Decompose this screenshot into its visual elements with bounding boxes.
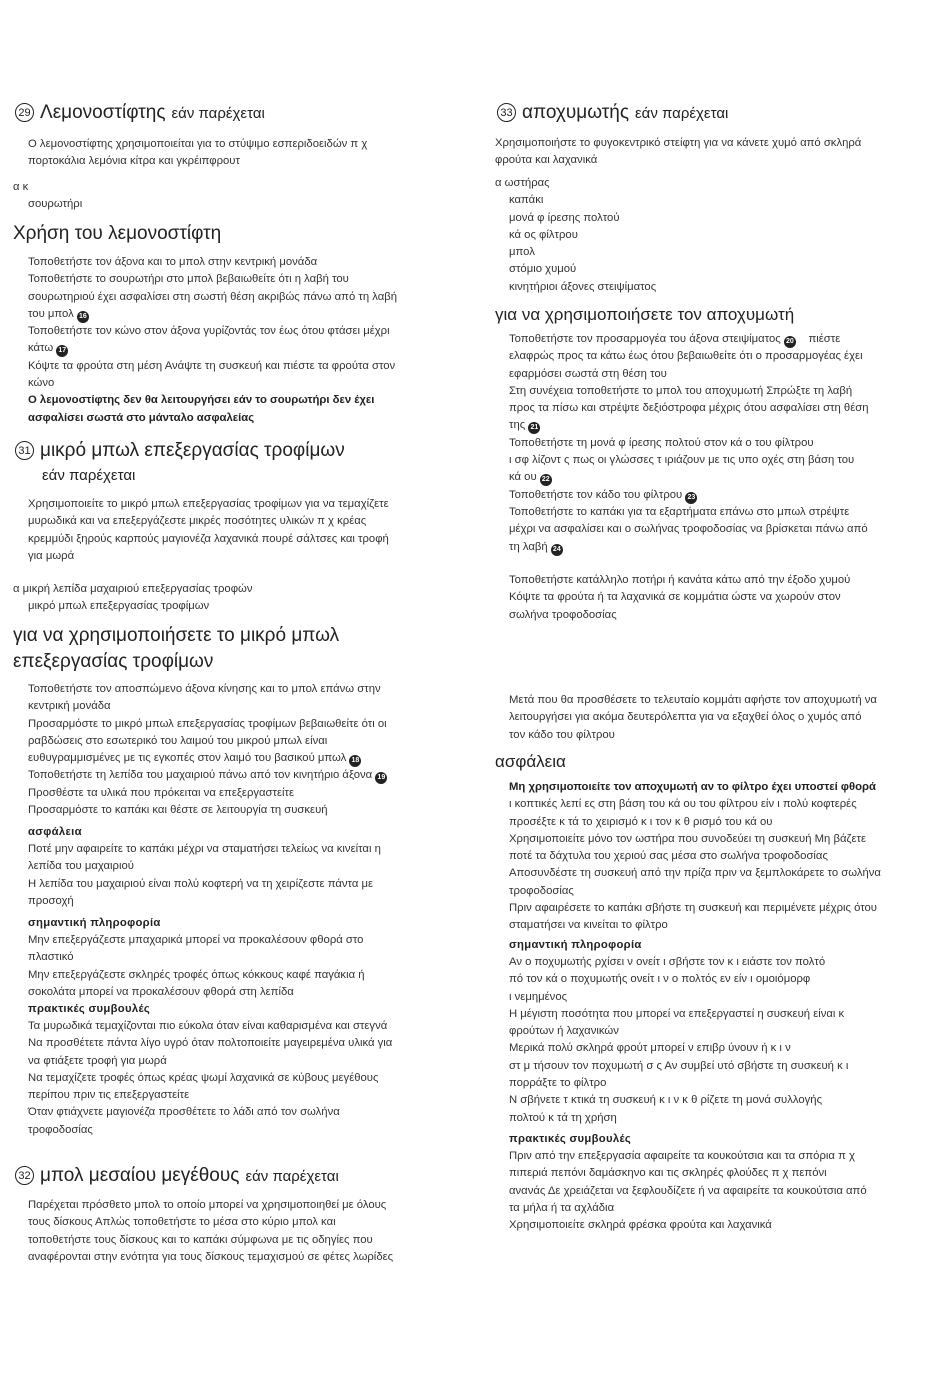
text-line: Τοποθετήστε το καπάκι για τα εξαρτήματα επάνω στο μπωλ στρέψτε (509, 505, 850, 518)
text-line: Τοποθετήστε το σουρωτήρι στο μπολ βεβαιωθείτε ότι η λαβή του (28, 273, 349, 286)
section-32-text (28, 1197, 393, 1266)
text-line: Προσθέστε τα υλικά που πρόκειται να επεξεργαστείτε (28, 786, 295, 799)
safety-subheading: ασφάλεια (28, 826, 82, 838)
use-centrifugal-juicer-steps (509, 331, 869, 556)
text-line: εφαρμόσει σωστά στη θέση του (509, 367, 667, 380)
section-29-title: Λεμονοστίφτης (40, 102, 166, 123)
text-line: τα μήλα ή τα αχλάδια (509, 1201, 615, 1214)
text-line: προς τα πίσω και στρέψτε δεξιόστροφα μέχρις ότου ασφαλίσει στη θέση (509, 402, 869, 415)
section-33-intro (495, 135, 861, 170)
text-line: Μερικά πολύ σκληρά φρούτ μπορεί ν επιβρ ύνουν ή κ ι ν (509, 1042, 791, 1055)
text-line: Τοποθετήστε τον αποσπώμενο άξονα κίνησης και το μπολ επάνω στην (28, 683, 381, 695)
text: κάτω (28, 342, 54, 355)
section-31-intro (28, 496, 389, 565)
text-line: Μην επεξεργάζεστε σκληρές τροφές όπως κόκκους καφέ παγάκια ή (28, 968, 365, 981)
part-item: α κ (13, 181, 29, 193)
use-small-bowl-steps (28, 681, 387, 819)
text-line: Χρησιμοποιείτε σκληρά φρέσκα φρούτα και λαχανικά (509, 1219, 772, 1232)
text-line (509, 487, 869, 504)
text-line: αναφέρονται στην ενότητα για τους δίσκους τεμαχισμού σε φέτες λωρίδες (28, 1250, 394, 1263)
text-line (509, 469, 869, 486)
text-line: για μωρά (28, 549, 75, 562)
text-line: κρεμμύδι ξηρούς καρπούς μαγιονέζα λαχανικά πουρέ σάλτσες και τροφή (28, 532, 389, 545)
text-line: τους δίσκους Απλώς τοποθετήστε το μέσα στο κύριο μπολ και (28, 1216, 336, 1229)
text-line: Τα μυρωδικά τεμαχίζονται πιο εύκολα όταν είναι καθαρισμένα και στεγνά (28, 1020, 388, 1032)
text-line (509, 331, 869, 348)
text: ευθυγραμμισμένες με τις εγκοπές στον λαιμό του βασικού μπωλ (28, 752, 347, 765)
text-line: Η μέγιστη ποσότητα που μπορεί να επεξεργαστεί η συσκευή είναι κ (509, 1007, 845, 1020)
text-line: πλαστικό (28, 951, 74, 964)
text-line: πορτοκάλια λεμόνια κίτρα και γκρέιπφρουτ (28, 155, 240, 168)
text-line: ποτέ τα δάχτυλα του χεριού σας μέσα στο σωλήνα τροφοδοσίας (509, 850, 828, 863)
section-29-intro (28, 136, 367, 171)
text-line: Να τεμαχίζετε τροφές όπως κρέας ψωμί λαχανικά σε κύβους μεγέθους (28, 1071, 379, 1084)
text-line (28, 306, 397, 323)
heading-line: επεξεργασίας τροφίμων (13, 651, 214, 672)
juicer-safety-text (509, 779, 881, 935)
tips-text (28, 1018, 392, 1139)
section-33-title: αποχυμωτής (522, 102, 629, 123)
part-item: μπολ (509, 246, 535, 259)
text-line: λειτουργήσει για ακόμα δευτερόλεπτα για να εξαχθεί όλος ο χυμός από (509, 711, 862, 724)
use-centrifugal-juicer-steps-3 (509, 692, 877, 744)
text-line: Ν σβήνετε τ κτικά τη συσκευή κ ι ν κ θ ρίζετε τη μονά συλλογής (509, 1094, 823, 1107)
text-line: Τοποθετήστε τη μονά φ ίρεσης πολτού στον κά ο του φίλτρου (509, 436, 814, 449)
section-31-title: μικρό μπωλ επεξεργασίας τροφίμων (40, 440, 345, 461)
section-32-number: 32 (15, 1166, 34, 1185)
part-item: στόμιο χυμού (509, 263, 577, 276)
text-line (509, 539, 869, 556)
section-29-optional: εάν παρέχεται (171, 105, 265, 122)
text-line: Προσαρμόστε το καπάκι και θέστε σε λειτουργία τη συσκευή (28, 804, 328, 817)
juicer-tips-text (509, 1148, 867, 1234)
figure-badge: 22 (540, 474, 552, 486)
text-line: ι σφ λίζοντ ς πως οι γλώσσες τ ιριάζουν με τις υπο οχές στη βάση του (509, 454, 855, 467)
section-31-heading (15, 440, 345, 462)
text-line: περίπου πριν τις επεξεργαστείτε (28, 1089, 190, 1102)
use-centrifugal-juicer-steps-2 (509, 572, 850, 624)
part-item: μικρό μπωλ επεξεργασίας τροφίμων (28, 600, 210, 613)
text-line: Κόψτε τα φρούτα στη μέση Ανάψτε τη συσκευή και πιέστε τα φρούτα στον (28, 359, 396, 372)
text-line: προσέξτε κ τά το χειρισμό κ ι τον κ θ ρισμό του κά ου (509, 815, 773, 828)
part-item: μονά φ ίρεσης πολτού (509, 211, 620, 224)
section-33-optional: εάν παρέχεται (635, 105, 729, 122)
text-line: Να προσθέτετε πάντα λίγο υγρό όταν πολτοποιείτε μαγειρεμένα υλικά για (28, 1037, 393, 1050)
text-line: ελαφρώς προς τα κάτω έως ότου βεβαιωθείτε ότι ο προσαρμογέας έχει (509, 350, 863, 363)
text-line: ανανάς Δε χρειάζεται να ξεφλουδίζετε ή να αφαιρείτε τα κουκούτσια από (509, 1184, 867, 1197)
section-29-parts (13, 179, 82, 214)
text-line: τροφοδοσίας (509, 884, 574, 897)
text-line: τροφοδοσίας (28, 1123, 93, 1136)
text-line (28, 767, 387, 784)
text-line: Αποσυνδέστε τη συσκευή από την πρίζα πριν να ξεμπλοκάρετε το σωλήνα (509, 867, 881, 880)
text-line: μυρωδικά και να επεξεργάζεστε μικρές ποσότητες υλικών π χ κρέας (28, 515, 367, 528)
text-line: φρούτα και λαχανικά (495, 154, 598, 167)
text: πιέστε (808, 333, 841, 345)
text-line: Χρησιμοποιείτε το μικρό μπωλ επεξεργασίας τροφίμων για να τεμαχίζετε (28, 498, 389, 510)
text-line: να φτιάξετε τροφή για μωρά (28, 1054, 167, 1067)
text-line: πορράξτε το φίλτρο (509, 1077, 607, 1090)
text: κά ου (509, 471, 537, 484)
text-line: προσοχή (28, 894, 74, 907)
figure-badge: 16 (77, 311, 89, 323)
use-juicer-heading: Χρήση του λεμονοστίφτη (13, 223, 222, 244)
text: Τοποθετήστε τον προσαρμογέα του άξονα στειψίματος (509, 333, 781, 345)
text-line: Ποτέ μην αφαιρείτε το καπάκι μέχρι να σταματήσει τελείως να κινείται η (28, 843, 381, 855)
info-subheading: σημαντική πληροφορία (28, 917, 161, 929)
text-line: Η λεπίδα του μαχαιριού είναι πολύ κοφτερή να τη χειρίζεστε πάντα με (28, 877, 374, 890)
text-line: πό τον κά ο ποχυμωτής ονείτ ι ν ο πολτός εν είν ι ομοιόμορφ (509, 973, 811, 986)
part-item: α μικρή λεπίδα μαχαιριού επεξεργασίας τροφών (13, 583, 253, 595)
text-line: σταματήσει να κινείται το φίλτρο (509, 919, 668, 932)
text-line: Τοποθετήστε τον κώνο στον άξονα γυρίζοντάς τον έως ότου φτάσει μέχρι (28, 325, 390, 338)
part-item: καπάκι (509, 194, 544, 207)
text-line: ι κοπτικές λεπί ες στη βάση του κά ου του φίλτρου είν ι πολύ κοφτερές (509, 798, 857, 811)
text-line: Όταν φτιάχνετε μαγιονέζα προσθέτετε το λάδι από τον σωλήνα (28, 1106, 340, 1119)
section-31-parts (13, 581, 253, 616)
juicer-safety-heading: ασφάλεια (495, 752, 566, 771)
use-centrifugal-juicer-heading: για να χρησιμοποιήσετε τον αποχυμωτή (495, 305, 795, 324)
figure-badge: 23 (685, 492, 697, 504)
text-line (509, 417, 869, 434)
figure-badge: 20 (784, 336, 796, 348)
figure-badge: 19 (375, 772, 387, 784)
safety-text (28, 841, 381, 910)
text-line: πολτού κ τά τη χρήση (509, 1111, 617, 1124)
section-33-parts (495, 175, 656, 296)
text: του μπολ (28, 307, 74, 320)
text-line: στ μ τήσουν τον ποχυμωτή σ ς Αν συμβεί υτό σβήστε τη συσκευή κ ι (509, 1059, 849, 1072)
text: τη λαβή (509, 540, 548, 553)
text-line: Κόψτε τα φρούτα ή τα λαχανικά σε κομμάτια ώστε να χωρούν στον (509, 591, 841, 604)
juicer-info-subheading: σημαντική πληροφορία (509, 939, 642, 951)
figure-badge: 17 (56, 345, 68, 357)
text-line: Στη συνέχεια τοποθετήστε το μπολ του αποχυμωτή Σπρώξτε τη λαβή (509, 384, 853, 397)
text-line: Χρησιμοποιείτε μόνο τον ωστήρα που συνοδεύει τη συσκευή Μη βάζετε (509, 832, 867, 845)
section-32-heading (15, 1165, 339, 1187)
figure-badge: 24 (551, 544, 563, 556)
part-item: σουρωτήρι (28, 198, 83, 211)
text: Τοποθετήστε τον κάδο του φίλτρου (509, 488, 683, 501)
part-item: κινητήριοι άξονες στειψίματος (509, 280, 657, 293)
text-line: Αν ο ποχυμωτής ρχίσει ν ονείτ ι σβήστε τον κ ι ειάστε τον πολτό (509, 956, 826, 968)
warning-line: Ο λεμονοστίφτης δεν θα λειτουργήσει εάν το σουρωτήρι δεν έχει (28, 394, 375, 407)
part-item: α ωστήρας (495, 177, 550, 189)
juicer-tips-subheading: πρακτικές συμβουλές (509, 1133, 632, 1145)
text: της (509, 419, 526, 432)
text-line: μέχρι να ασφαλίσει και ο σωλήνας τροφοδοσίας να βρίσκεται πάνω από (509, 523, 868, 536)
text-line: Τοποθετήστε κατάλληλο ποτήρι ή κανάτα κάτω από την έξοδο χυμού (509, 574, 851, 586)
text-line: τοποθετήστε τους δίσκους και το καπάκι σύμφωνα με τις οδηγίες που (28, 1233, 373, 1246)
text-line (28, 340, 397, 357)
section-31-optional: εάν παρέχεται (42, 467, 136, 484)
section-32-title: μπολ μεσαίου μεγέθους (40, 1165, 240, 1186)
figure-badge: 18 (349, 755, 361, 767)
use-small-bowl-heading (13, 623, 339, 675)
warning-line: ασφαλίσει σωστά στο μάνταλο ασφαλείας (28, 411, 255, 424)
text-line: κώνο (28, 377, 55, 390)
section-33-number: 33 (497, 103, 516, 122)
info-text (28, 932, 365, 1001)
text-line: ι νεμημένος (509, 990, 568, 1003)
text: Τοποθετήστε τη λεπίδα του μαχαιριού πάνω από τον κινητήριο άξονα (28, 769, 373, 782)
tips-subheading: πρακτικές συμβουλές (28, 1003, 151, 1015)
text-line: Χρησιμοποιήστε το φυγοκεντρικό στείφτη για να κάνετε χυμό από σκληρά (495, 137, 862, 149)
text-line: κεντρική μονάδα (28, 700, 111, 713)
text-line: Προσαρμόστε το μικρό μπωλ επεξεργασίας τροφίμων βεβαιωθείτε ότι οι (28, 717, 387, 730)
use-juicer-steps (28, 254, 397, 427)
text-line: Παρέχεται πρόσθετο μπολ το οποίο μπορεί να χρησιμοποιηθεί με όλους (28, 1199, 387, 1211)
text-line: Τοποθετήστε τον άξονα και το μπολ στην κεντρική μονάδα (28, 256, 318, 268)
text-line: Ο λεμονοστίφτης χρησιμοποιείται για το στύψιμο εσπεριδοειδών π χ (28, 138, 368, 150)
text-line: Πριν από την επεξεργασία αφαιρείτε τα κουκούτσια και τα σπόρια π χ (509, 1150, 855, 1162)
text-line: σουρωτηριού έχει ασφαλίσει στη σωστή θέση ακριβώς πάνω από τη λαβή (28, 290, 398, 303)
text-line: ραβδώσεις στο εσωτερικό του λαιμού του μικρού μπωλ είναι (28, 734, 328, 747)
text-line: σωλήνα τροφοδοσίας (509, 608, 617, 621)
figure-badge: 21 (528, 422, 540, 434)
heading-line: για να χρησιμοποιήσετε το μικρό μπωλ (13, 625, 340, 646)
text-line: πιπεριά πεπόνι δαμάσκηνο και τις σκληρές φλούδες π χ πεπόνι (509, 1167, 827, 1180)
text-line: σοκολάτα μπορεί να προκαλέσουν φθορά στη λεπίδα (28, 985, 294, 998)
section-32-optional: εάν παρέχεται (245, 1168, 339, 1185)
warning-line: Μη χρησιμοποιείτε τον αποχυμωτή αν το φίλτρο έχει υποστεί φθορά (509, 781, 876, 793)
section-31-number: 31 (15, 441, 34, 460)
text-line (28, 750, 387, 767)
part-item: κά ος φίλτρου (509, 228, 578, 241)
section-29-heading (15, 102, 265, 124)
juicer-info-text (509, 954, 848, 1127)
text-line: φρούτων ή λαχανικών (509, 1025, 619, 1038)
text-line: Μετά που θα προσθέσετε το τελευταίο κομμάτι αφήστε τον αποχυμωτή να (509, 694, 877, 706)
text-line: λεπίδα του μαχαιριού (28, 860, 134, 873)
section-29-number: 29 (15, 103, 34, 122)
text-line: τον κάδο του φίλτρου (509, 728, 615, 741)
section-33-heading (497, 102, 728, 124)
text-line: Πριν αφαιρέσετε το καπάκι σβήστε τη συσκευή και περιμένετε μέχρις ότου (509, 902, 877, 915)
text-line: Μην επεξεργάζεστε μπαχαρικά μπορεί να προκαλέσουν φθορά στο (28, 934, 364, 946)
